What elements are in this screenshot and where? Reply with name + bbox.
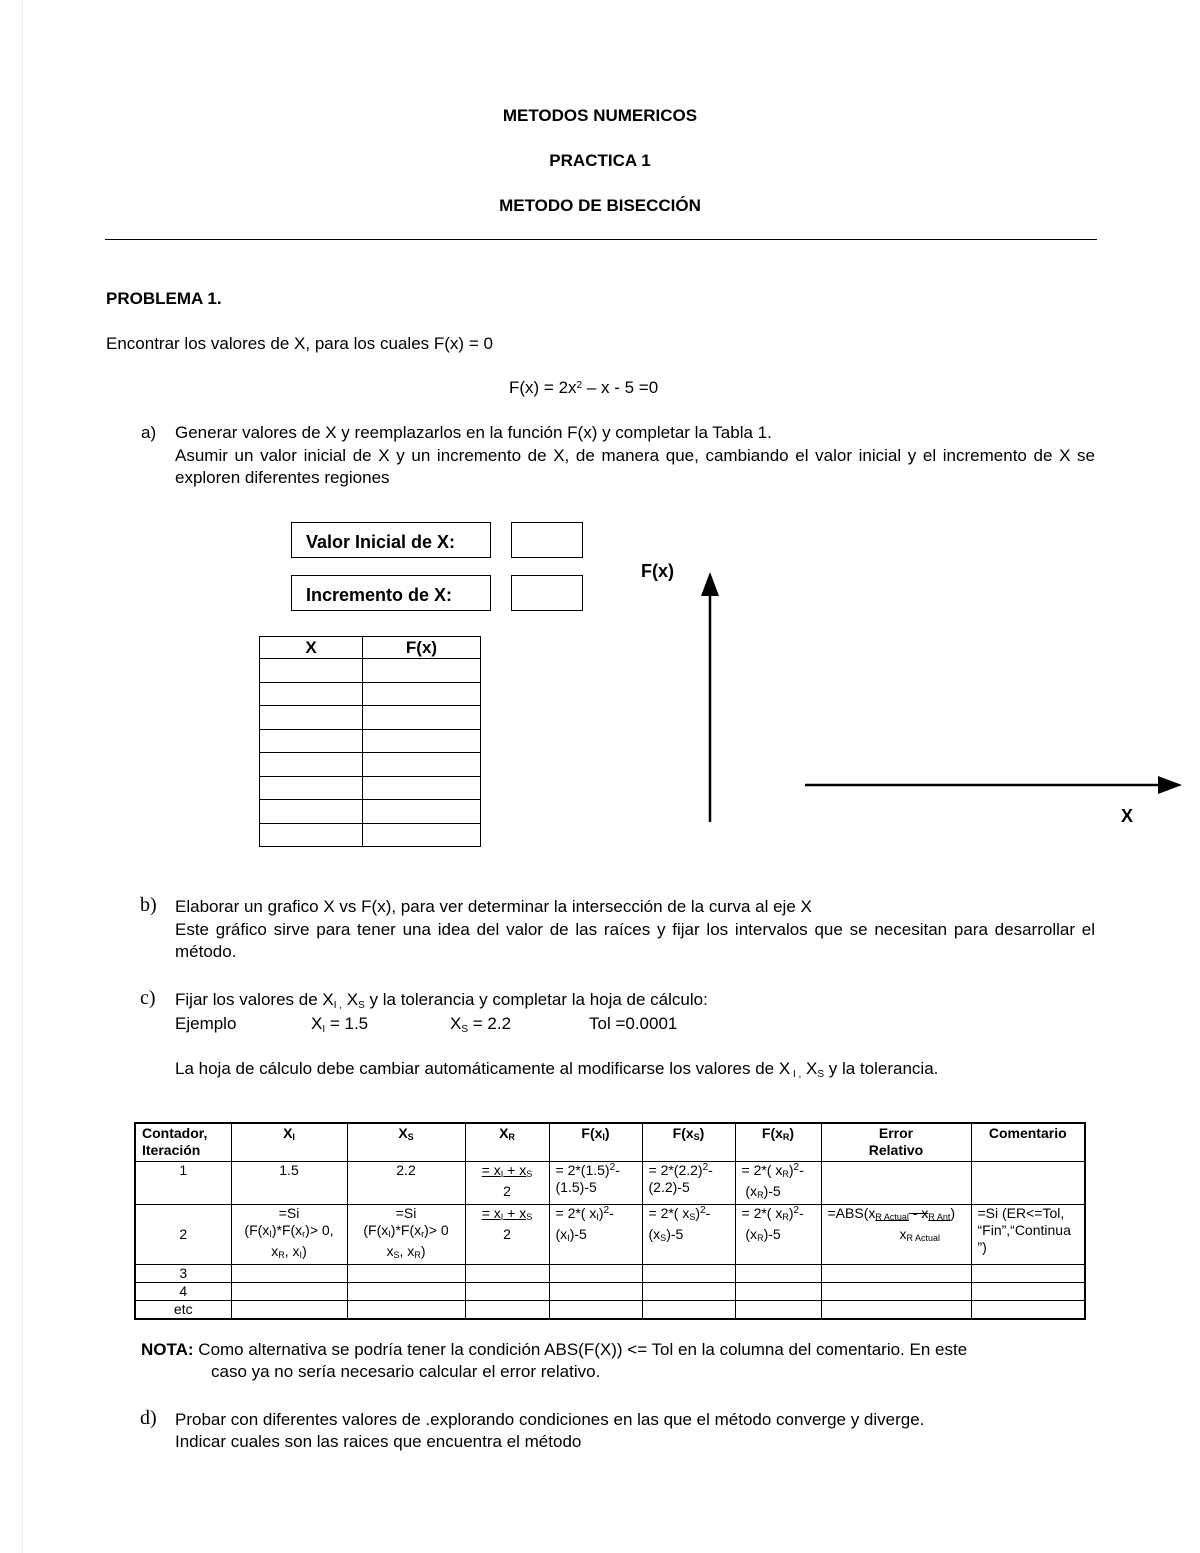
fx-cell[interactable] [363, 706, 481, 730]
fx-cell[interactable] [363, 753, 481, 777]
part-c-line1: Fijar los valores de $X_{I ,}$ $X_S$ y la tolerancia y completar la hoja de cálculo: [175, 990, 708, 1011]
table-row [135, 1282, 1085, 1300]
y-axis-arrow [690, 570, 730, 824]
x-cell[interactable] [260, 800, 363, 824]
part-b-line1: Elaborar un grafico X vs F(x), para ver determinar la intersección de la curva al eje X [175, 897, 812, 916]
fxr-formula-cell[interactable]: = 2*( xR)$^2$- (xR)-5 [735, 1161, 821, 1204]
relative-error-formula-cell[interactable]: =ABS(xR Actual - xR Ant) xR Actual [821, 1204, 971, 1264]
table-row [135, 1300, 1085, 1319]
part-c-tolerance: Tol =0.0001 [589, 1014, 678, 1033]
x-cell[interactable] [260, 823, 363, 847]
table-row [135, 1204, 1085, 1264]
values-table [259, 636, 481, 847]
values-table-header-x: X [260, 637, 363, 659]
x-cell[interactable] [260, 706, 363, 730]
fxs-formula-cell[interactable]: = 2*( xS)$^2$- (xS)-5 [642, 1204, 735, 1264]
table-row [260, 776, 481, 800]
y-axis-label: F(x) [641, 561, 674, 581]
part-a-line1: Generar valores de X y reemplazarlos en la función F(x) y completar la Tabla 1. [175, 423, 772, 442]
x-cell[interactable] [260, 682, 363, 706]
part-a-marker: a) [141, 423, 157, 442]
xi-cell[interactable]: 1.5 [231, 1161, 347, 1204]
table-row [135, 1264, 1085, 1282]
part-c-example-label: Ejemplo [175, 1014, 237, 1033]
part-b-marker: b) [140, 894, 157, 916]
comment-formula-cell[interactable]: =Si (ER<=Tol, “Fin”,“Continua ”) [971, 1204, 1085, 1264]
method-title: METODO DE BISECCIÓN [499, 196, 701, 215]
part-d-marker: d) [140, 1407, 157, 1429]
part-c-xs-value: $X_S = 2.2$ [450, 1014, 512, 1035]
header-xi: XI [231, 1123, 347, 1161]
table-row [260, 753, 481, 777]
fx-cell[interactable] [363, 729, 481, 753]
fxi-formula-cell[interactable]: = $2*(1.5)^2-$ (1.5)-5 [549, 1161, 642, 1204]
fx-cell[interactable] [363, 800, 481, 824]
counter-cell: etc [135, 1300, 231, 1319]
fxr-formula-cell[interactable]: = 2*( xR)$^2$- (xR)-5 [735, 1204, 821, 1264]
initial-value-label-box [291, 522, 491, 558]
error-cell[interactable] [821, 1161, 971, 1204]
part-b-line2: Este gráfico sirve para tener una idea del valor de las raíces y fijar los intervalos que se necesitan para desarrollar el método. [175, 920, 1095, 961]
table-row [260, 823, 481, 847]
x-cell[interactable] [260, 659, 363, 683]
page-edge-line [22, 0, 23, 1553]
note-line1: NOTA: Como alternativa se podría tener la condición ABS(F(X)) <= Tol en la columna del comentario. En este [141, 1340, 968, 1359]
course-title: METODOS NUMERICOS [502, 106, 698, 125]
counter-cell: 1 [135, 1161, 231, 1204]
counter-cell: 4 [135, 1282, 231, 1300]
part-c-marker: c) [140, 987, 156, 1009]
fx-cell[interactable] [363, 823, 481, 847]
header-fxr: F(xR) [735, 1123, 821, 1161]
note-label: NOTA: [141, 1340, 194, 1359]
part-d-line1: Probar con diferentes valores de .explorando condiciones en las que el método converge y diverge. [175, 1410, 925, 1429]
increment-label: Incremento de X: [306, 585, 453, 605]
xs-formula-cell[interactable]: =Si (F(xI)*F(xr)> 0 xS, xR) [347, 1204, 465, 1264]
x-cell[interactable] [260, 753, 363, 777]
increment-input[interactable] [511, 575, 583, 611]
fxs-formula-cell[interactable]: = $2*(2.2)^2-$ (2.2)-5 [642, 1161, 735, 1204]
table-row [135, 1161, 1085, 1204]
x-cell[interactable] [260, 729, 363, 753]
table-row [260, 682, 481, 706]
table-row [260, 659, 481, 683]
header-counter: Contador, Iteración [135, 1123, 231, 1161]
counter-cell: 3 [135, 1264, 231, 1282]
fx-cell[interactable] [363, 682, 481, 706]
header-xr: XR [465, 1123, 549, 1161]
function-equation: $F(x) = 2x^2 - x - 5 =0$ [509, 378, 659, 397]
xr-formula-cell[interactable]: = xI + xS 2 [465, 1161, 549, 1204]
xr-formula-cell[interactable]: = xI + xS 2 [465, 1204, 549, 1264]
header-fxs: F(xS) [642, 1123, 735, 1161]
xs-cell[interactable]: 2.2 [347, 1161, 465, 1204]
increment-label-box [291, 575, 491, 611]
table-row [260, 800, 481, 824]
part-c-xi-value: $X_I = 1.5$ [311, 1014, 369, 1035]
fx-cell[interactable] [363, 659, 481, 683]
header-fxi: F(xI) [549, 1123, 642, 1161]
fx-cell[interactable] [363, 776, 481, 800]
header-relative-error: Error Relativo [821, 1123, 971, 1161]
values-table-header-fx: F(x) [363, 637, 481, 659]
x-axis-arrow [800, 770, 1185, 800]
part-c-line3: La hoja de cálculo debe cambiar automáticamente al modificarse los valores de X $_{I ,}$ $X_S$ y la tolerancia. [175, 1059, 939, 1080]
fxi-formula-cell[interactable]: = 2*( xI)$^2$- (xI)-5 [549, 1204, 642, 1264]
x-axis-label: X [1121, 806, 1134, 826]
header-divider [105, 239, 1097, 240]
practice-title: PRACTICA 1 [549, 151, 651, 170]
part-a-line2: Asumir un valor inicial de X y un incremento de X, de manera que, cambiando el valor inicial y el incremento de X se exploren diferentes regiones [175, 446, 1095, 487]
initial-value-label: Valor Inicial de X: [306, 532, 456, 552]
xi-formula-cell[interactable]: =Si (F(xI)*F(xr)> 0, xR, xI) [231, 1204, 347, 1264]
note-line2: caso ya no sería necesario calcular el error relativo. [211, 1362, 601, 1381]
counter-cell: 2 [135, 1204, 231, 1264]
header-comment: Comentario [971, 1123, 1085, 1161]
bisection-iteration-table [134, 1122, 1086, 1320]
header-xs: XS [347, 1123, 465, 1161]
x-cell[interactable] [260, 776, 363, 800]
table-row [260, 729, 481, 753]
problem-statement: Encontrar los valores de X, para los cuales F(x) = 0 [106, 334, 493, 353]
problem-heading: PROBLEMA 1. [106, 289, 222, 308]
comment-cell[interactable] [971, 1161, 1085, 1204]
part-d-line2: Indicar cuales son las raices que encuentra el método [175, 1432, 582, 1451]
initial-value-input[interactable] [511, 522, 583, 558]
table-row [260, 706, 481, 730]
